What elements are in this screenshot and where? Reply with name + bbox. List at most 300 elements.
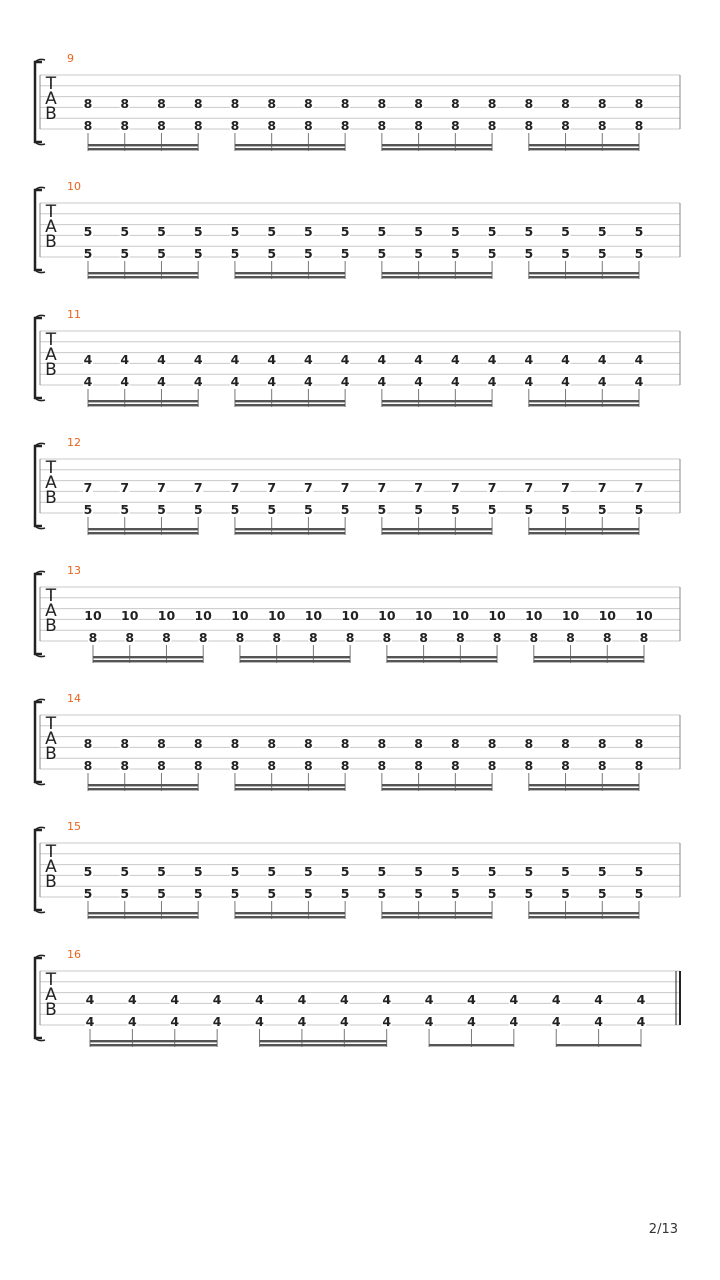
fret-number-lower: 4 <box>193 374 203 389</box>
fret-number-upper: 8 <box>120 96 130 111</box>
fret-number-upper: 4 <box>424 992 434 1007</box>
fret-number-lower: 4 <box>636 1014 646 1029</box>
fret-number-lower: 4 <box>340 374 350 389</box>
fret-number-lower: 8 <box>120 758 130 773</box>
fret-number-upper: 7 <box>120 480 130 495</box>
tab-clef-letter: B <box>45 360 57 380</box>
fret-number-lower: 5 <box>193 246 203 261</box>
fret-number-lower: 5 <box>561 502 570 517</box>
beam <box>382 400 492 402</box>
fret-number-upper: 8 <box>487 736 497 751</box>
fret-number-upper: 8 <box>634 96 644 111</box>
fret-number-upper: 7 <box>450 480 460 495</box>
fret-number-lower: 5 <box>450 246 460 261</box>
fret-number-lower: 8 <box>450 118 460 133</box>
fret-number-upper: 10 <box>231 608 249 623</box>
fret-number-lower: 4 <box>509 1014 519 1029</box>
fret-number-upper: 7 <box>524 480 534 495</box>
fret-number-lower: 8 <box>309 630 318 645</box>
fret-number-upper: 5 <box>157 224 166 239</box>
tab-system <box>35 692 680 791</box>
fret-number-upper: 8 <box>267 736 277 751</box>
beam <box>382 532 492 534</box>
fret-number-lower: 8 <box>88 630 98 645</box>
fret-number-upper: 7 <box>304 480 313 495</box>
fret-number-lower: 8 <box>529 630 539 645</box>
fret-number-lower: 8 <box>198 630 208 645</box>
fret-number-lower: 8 <box>267 758 277 773</box>
fret-number-upper: 5 <box>193 864 203 879</box>
fret-number-lower: 8 <box>524 118 534 133</box>
fret-number-lower: 8 <box>492 630 502 645</box>
beam <box>93 656 203 658</box>
fret-number-lower: 8 <box>524 758 534 773</box>
fret-number-lower: 4 <box>414 374 423 389</box>
fret-number-upper: 4 <box>230 352 240 367</box>
fret-number-lower: 8 <box>193 758 203 773</box>
fret-number-lower: 8 <box>120 118 130 133</box>
beam <box>382 912 492 914</box>
tab-clef-letter: T <box>45 330 57 350</box>
measure-number: 12 <box>67 436 81 449</box>
fret-number-upper: 8 <box>83 736 93 751</box>
tab-system <box>35 820 680 919</box>
fret-number-upper: 5 <box>120 224 130 239</box>
fret-number-upper: 4 <box>382 992 392 1007</box>
beam <box>88 144 198 146</box>
tab-clef-letter: A <box>45 985 57 1005</box>
fret-number-lower: 4 <box>597 374 607 389</box>
fret-number-lower: 8 <box>377 118 387 133</box>
system-bracket <box>35 830 42 910</box>
fret-number-upper: 5 <box>340 864 350 879</box>
fret-number-lower: 5 <box>120 502 130 517</box>
fret-number-lower: 4 <box>450 374 460 389</box>
fret-number-upper: 4 <box>157 352 166 367</box>
fret-number-lower: 4 <box>83 374 93 389</box>
fret-number-lower: 8 <box>566 630 575 645</box>
fret-number-upper: 7 <box>487 480 497 495</box>
fret-number-upper: 8 <box>157 96 166 111</box>
fret-number-upper: 4 <box>120 352 130 367</box>
fret-number-upper: 8 <box>377 96 387 111</box>
fret-number-lower: 8 <box>304 758 313 773</box>
tab-clef-letter: B <box>45 1000 57 1020</box>
fret-number-upper: 4 <box>83 352 93 367</box>
fret-number-lower: 5 <box>157 246 166 261</box>
fret-number-upper: 5 <box>377 864 387 879</box>
fret-number-lower: 4 <box>230 374 240 389</box>
tab-clef-letter: B <box>45 232 57 252</box>
beam <box>382 144 492 146</box>
beam <box>88 404 198 406</box>
fret-number-lower: 8 <box>561 118 570 133</box>
fret-number-upper: 8 <box>304 736 313 751</box>
fret-number-upper: 7 <box>634 480 644 495</box>
fret-number-upper: 8 <box>450 96 460 111</box>
beam <box>235 400 345 402</box>
beam <box>88 784 198 786</box>
fret-number-upper: 5 <box>414 224 423 239</box>
fret-number-upper: 4 <box>297 992 307 1007</box>
beam <box>529 148 639 150</box>
fret-number-lower: 8 <box>487 758 497 773</box>
fret-number-upper: 4 <box>561 352 570 367</box>
fret-number-lower: 5 <box>340 886 350 901</box>
beam <box>382 916 492 918</box>
beam <box>240 660 350 662</box>
fret-number-lower: 5 <box>634 246 644 261</box>
fret-number-lower: 5 <box>83 246 93 261</box>
fret-number-lower: 4 <box>85 1014 95 1029</box>
tab-clef-letter: A <box>45 473 57 493</box>
fret-number-upper: 4 <box>255 992 264 1007</box>
fret-number-upper: 8 <box>230 736 240 751</box>
fret-number-upper: 8 <box>377 736 387 751</box>
fret-number-lower: 5 <box>524 246 534 261</box>
fret-number-lower: 8 <box>193 118 203 133</box>
fret-number-lower: 8 <box>634 758 644 773</box>
fret-number-upper: 5 <box>487 864 497 879</box>
fret-number-upper: 7 <box>267 480 277 495</box>
fret-number-upper: 4 <box>193 352 203 367</box>
beam <box>387 660 497 662</box>
fret-number-lower: 8 <box>345 630 355 645</box>
fret-number-upper: 4 <box>414 352 423 367</box>
fret-number-lower: 5 <box>450 502 460 517</box>
tab-system <box>35 948 680 1047</box>
fret-number-lower: 5 <box>634 502 644 517</box>
tab-clef-letter: T <box>45 842 57 862</box>
fret-number-upper: 5 <box>304 224 313 239</box>
fret-number-lower: 5 <box>193 886 203 901</box>
fret-number-lower: 4 <box>339 1014 349 1029</box>
fret-number-lower: 4 <box>524 374 534 389</box>
fret-number-upper: 5 <box>597 224 607 239</box>
fret-number-lower: 5 <box>304 246 313 261</box>
fret-number-lower: 5 <box>450 886 460 901</box>
beam <box>529 532 639 534</box>
fret-number-lower: 4 <box>551 1014 561 1029</box>
fret-number-lower: 4 <box>128 1014 137 1029</box>
fret-number-lower: 8 <box>382 630 392 645</box>
fret-number-upper: 10 <box>378 608 396 623</box>
page-number: 2/13 <box>648 1222 678 1237</box>
fret-number-upper: 8 <box>524 96 534 111</box>
fret-number-upper: 4 <box>634 352 644 367</box>
fret-number-lower: 5 <box>340 502 350 517</box>
fret-number-upper: 8 <box>450 736 460 751</box>
fret-number-upper: 10 <box>561 608 580 623</box>
fret-number-lower: 5 <box>377 246 387 261</box>
fret-number-upper: 8 <box>414 96 423 111</box>
fret-number-lower: 8 <box>267 118 277 133</box>
fret-number-lower: 8 <box>602 630 612 645</box>
beam <box>382 276 492 278</box>
fret-number-lower: 5 <box>414 886 423 901</box>
fret-number-upper: 7 <box>597 480 607 495</box>
fret-number-upper: 5 <box>120 864 130 879</box>
fret-number-lower: 5 <box>561 246 570 261</box>
fret-number-lower: 8 <box>377 758 387 773</box>
fret-number-upper: 5 <box>597 864 607 879</box>
beam <box>429 1044 514 1046</box>
tab-clef-letter: A <box>45 345 57 365</box>
fret-number-upper: 8 <box>157 736 166 751</box>
measure-number: 16 <box>67 948 81 961</box>
beam <box>529 528 639 530</box>
fret-number-upper: 10 <box>525 608 543 623</box>
fret-number-lower: 4 <box>382 1014 392 1029</box>
fret-number-lower: 8 <box>272 630 282 645</box>
fret-number-lower: 8 <box>162 630 171 645</box>
fret-number-upper: 8 <box>267 96 277 111</box>
fret-number-lower: 4 <box>267 374 277 389</box>
fret-number-lower: 5 <box>157 502 166 517</box>
fret-number-lower: 5 <box>230 886 240 901</box>
beam <box>235 148 345 150</box>
fret-number-upper: 4 <box>597 352 607 367</box>
beam <box>260 1044 387 1046</box>
beam <box>382 784 492 786</box>
fret-number-lower: 5 <box>414 246 423 261</box>
fret-number-lower: 8 <box>235 630 245 645</box>
fret-number-upper: 4 <box>340 352 350 367</box>
fret-number-upper: 10 <box>414 608 433 623</box>
beam <box>235 276 345 278</box>
fret-number-upper: 8 <box>193 736 203 751</box>
fret-number-lower: 5 <box>597 502 607 517</box>
fret-number-upper: 7 <box>157 480 166 495</box>
tab-clef-letter: T <box>45 970 57 990</box>
fret-number-upper: 5 <box>267 864 277 879</box>
beam <box>235 912 345 914</box>
fret-number-lower: 5 <box>597 246 607 261</box>
tab-system <box>35 180 680 279</box>
beam <box>235 272 345 274</box>
fret-number-lower: 8 <box>230 758 240 773</box>
fret-number-upper: 10 <box>341 608 359 623</box>
fret-number-lower: 8 <box>561 758 570 773</box>
tab-clef-letter: B <box>45 872 57 892</box>
fret-number-lower: 8 <box>639 630 649 645</box>
fret-number-lower: 5 <box>304 502 313 517</box>
system-bracket <box>35 702 42 782</box>
beam <box>529 404 639 406</box>
fret-number-upper: 10 <box>84 608 102 623</box>
beam <box>529 144 639 146</box>
fret-number-lower: 8 <box>414 758 423 773</box>
fret-number-lower: 4 <box>467 1014 476 1029</box>
fret-number-lower: 8 <box>487 118 497 133</box>
fret-number-upper: 8 <box>230 96 240 111</box>
tab-clef-letter: A <box>45 89 57 109</box>
tab-clef-letter: B <box>45 616 57 636</box>
system-bracket <box>35 190 42 270</box>
fret-number-lower: 8 <box>304 118 313 133</box>
fret-number-upper: 4 <box>304 352 313 367</box>
fret-number-lower: 5 <box>304 886 313 901</box>
fret-number-upper: 10 <box>121 608 139 623</box>
fret-number-upper: 4 <box>212 992 222 1007</box>
fret-number-upper: 4 <box>128 992 137 1007</box>
fret-number-lower: 4 <box>120 374 130 389</box>
fret-number-upper: 10 <box>635 608 653 623</box>
fret-number-lower: 5 <box>120 886 130 901</box>
beam <box>382 148 492 150</box>
fret-number-lower: 5 <box>377 502 387 517</box>
tab-system <box>35 436 680 535</box>
tab-clef-letter: T <box>45 586 57 606</box>
fret-number-upper: 8 <box>193 96 203 111</box>
fret-number-upper: 10 <box>157 608 176 623</box>
fret-number-lower: 4 <box>377 374 387 389</box>
fret-number-upper: 10 <box>194 608 212 623</box>
fret-number-lower: 5 <box>524 502 534 517</box>
fret-number-upper: 8 <box>597 96 607 111</box>
tab-clef-letter: T <box>45 202 57 222</box>
fret-number-lower: 8 <box>340 758 350 773</box>
beam <box>88 272 198 274</box>
fret-number-lower: 8 <box>125 630 135 645</box>
fret-number-lower: 5 <box>83 886 93 901</box>
tab-clef-letter: A <box>45 857 57 877</box>
system-bracket <box>35 318 42 398</box>
system-bracket <box>35 574 42 654</box>
fret-number-lower: 8 <box>597 118 607 133</box>
fret-number-lower: 5 <box>561 886 570 901</box>
beam <box>88 788 198 790</box>
fret-number-upper: 7 <box>340 480 350 495</box>
fret-number-lower: 8 <box>414 118 423 133</box>
tab-clef-letter: A <box>45 601 57 621</box>
tab-clef-letter: A <box>45 729 57 749</box>
fret-number-lower: 8 <box>634 118 644 133</box>
system-bracket <box>35 446 42 526</box>
beam <box>556 1044 641 1046</box>
fret-number-upper: 5 <box>634 224 644 239</box>
fret-number-upper: 5 <box>83 224 93 239</box>
fret-number-lower: 8 <box>455 630 465 645</box>
tab-system <box>35 308 680 407</box>
fret-number-upper: 8 <box>487 96 497 111</box>
fret-number-lower: 8 <box>83 118 93 133</box>
fret-number-lower: 5 <box>414 502 423 517</box>
beam <box>529 912 639 914</box>
beam <box>235 784 345 786</box>
measure-number: 15 <box>67 820 81 833</box>
fret-number-upper: 5 <box>83 864 93 879</box>
fret-number-lower: 4 <box>170 1014 180 1029</box>
fret-number-lower: 5 <box>487 502 497 517</box>
fret-number-upper: 7 <box>83 480 93 495</box>
fret-number-lower: 5 <box>340 246 350 261</box>
beam <box>387 656 497 658</box>
fret-number-upper: 7 <box>230 480 240 495</box>
fret-number-lower: 5 <box>524 886 534 901</box>
beam <box>90 1044 217 1046</box>
beam <box>529 916 639 918</box>
beam <box>90 1040 217 1042</box>
beam <box>382 404 492 406</box>
fret-number-lower: 5 <box>377 886 387 901</box>
fret-number-lower: 5 <box>634 886 644 901</box>
fret-number-upper: 5 <box>450 224 460 239</box>
fret-number-lower: 4 <box>634 374 644 389</box>
fret-number-upper: 8 <box>561 736 570 751</box>
beam <box>382 788 492 790</box>
measure-number: 10 <box>67 180 81 193</box>
fret-number-lower: 4 <box>304 374 313 389</box>
beam <box>534 660 644 662</box>
beam <box>235 916 345 918</box>
fret-number-upper: 8 <box>83 96 93 111</box>
fret-number-upper: 5 <box>304 864 313 879</box>
beam <box>88 916 198 918</box>
fret-number-lower: 4 <box>594 1014 603 1029</box>
fret-number-upper: 8 <box>634 736 644 751</box>
fret-number-upper: 4 <box>85 992 95 1007</box>
beam <box>88 276 198 278</box>
tab-clef-letter: T <box>45 714 57 734</box>
beam <box>529 276 639 278</box>
beam <box>529 272 639 274</box>
fret-number-upper: 10 <box>304 608 323 623</box>
fret-number-lower: 4 <box>255 1014 264 1029</box>
fret-number-upper: 8 <box>304 96 313 111</box>
fret-number-lower: 5 <box>120 246 130 261</box>
fret-number-upper: 10 <box>488 608 506 623</box>
fret-number-upper: 4 <box>551 992 561 1007</box>
tab-clef-letter: B <box>45 488 57 508</box>
fret-number-lower: 8 <box>597 758 607 773</box>
fret-number-upper: 4 <box>524 352 534 367</box>
beam <box>382 272 492 274</box>
beam <box>235 788 345 790</box>
fret-number-upper: 8 <box>524 736 534 751</box>
fret-number-upper: 4 <box>267 352 277 367</box>
fret-number-upper: 4 <box>377 352 387 367</box>
fret-number-upper: 5 <box>524 864 534 879</box>
beam <box>240 656 350 658</box>
fret-number-upper: 7 <box>193 480 203 495</box>
fret-number-lower: 4 <box>157 374 166 389</box>
fret-number-lower: 8 <box>83 758 93 773</box>
tab-clef-letter: A <box>45 217 57 237</box>
fret-number-upper: 5 <box>230 224 240 239</box>
fret-number-upper: 4 <box>509 992 519 1007</box>
fret-number-upper: 7 <box>377 480 387 495</box>
fret-number-lower: 8 <box>450 758 460 773</box>
fret-number-lower: 5 <box>83 502 93 517</box>
tab-clef-letter: T <box>45 74 57 94</box>
fret-number-lower: 8 <box>157 758 166 773</box>
fret-number-upper: 4 <box>487 352 497 367</box>
fret-number-upper: 5 <box>634 864 644 879</box>
fret-number-upper: 4 <box>339 992 349 1007</box>
tab-clef-letter: B <box>45 744 57 764</box>
fret-number-upper: 5 <box>414 864 423 879</box>
fret-number-lower: 8 <box>157 118 166 133</box>
fret-number-upper: 5 <box>193 224 203 239</box>
measure-number: 13 <box>67 564 81 577</box>
tab-system <box>35 52 680 151</box>
fret-number-lower: 5 <box>487 246 497 261</box>
fret-number-lower: 4 <box>212 1014 222 1029</box>
measure-number: 14 <box>67 692 81 705</box>
fret-number-lower: 8 <box>230 118 240 133</box>
fret-number-upper: 5 <box>561 224 570 239</box>
